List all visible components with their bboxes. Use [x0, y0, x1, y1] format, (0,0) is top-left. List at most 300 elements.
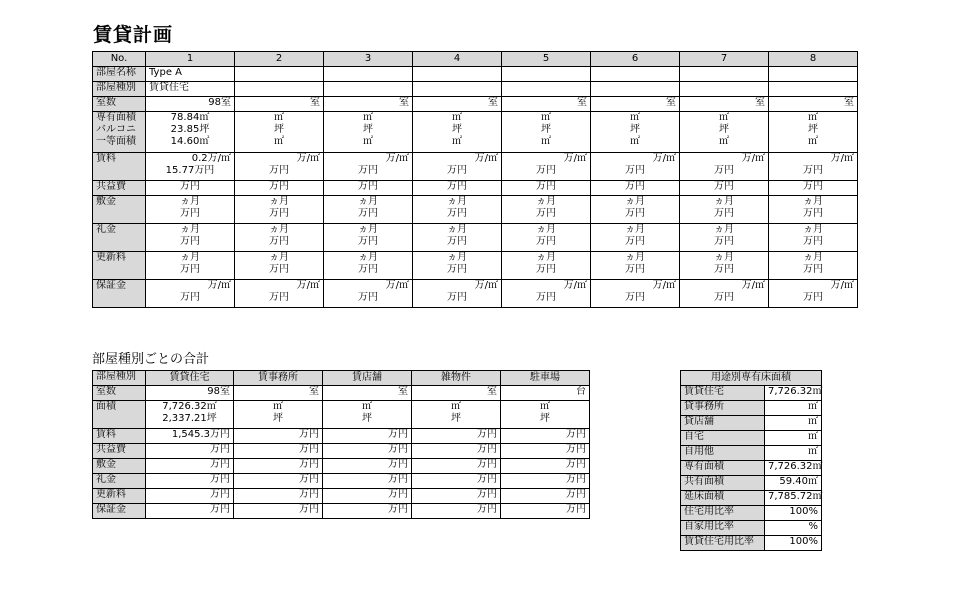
unit-label: ㎡ [808, 431, 818, 442]
summary-area-row [93, 401, 590, 429]
rent-cell[interactable] [680, 153, 769, 181]
room-type-cell[interactable]: 賃貸住宅 [146, 82, 235, 97]
rent-cell[interactable] [324, 153, 413, 181]
renewal-fee-cell[interactable] [413, 252, 502, 280]
count-value: 98 [207, 386, 220, 397]
usage-area-table [680, 370, 822, 551]
renewal-fee-cell[interactable] [146, 252, 235, 280]
cell-line [416, 252, 498, 264]
unit-label: 万円 [269, 208, 289, 219]
deposit-cell[interactable] [591, 196, 680, 224]
key-money-cell[interactable] [502, 224, 591, 252]
summary-renewal-cell[interactable] [501, 489, 590, 504]
cell-line [237, 401, 319, 413]
area-cell[interactable] [324, 112, 413, 153]
summary-header-row [93, 371, 590, 386]
summary-common-cell[interactable] [412, 444, 501, 459]
unit-label: 万円 [566, 489, 586, 500]
cell-line [504, 444, 586, 456]
summary-guarantee-cell[interactable] [146, 504, 234, 519]
cell-line [326, 444, 408, 456]
summary-renewal-cell[interactable] [323, 489, 412, 504]
unit-label: ㎡ [808, 416, 818, 427]
summary-count-cell[interactable] [501, 386, 590, 401]
room-name-cell[interactable]: Type A [146, 67, 235, 82]
cell-line [683, 236, 765, 248]
unit-label: 万円 [803, 165, 823, 176]
area-cell[interactable] [413, 112, 502, 153]
summary-area-cell[interactable] [412, 401, 501, 429]
usage-row [681, 431, 822, 446]
usage-heading: 用途別専有床面積 [681, 371, 822, 386]
room-count-cell[interactable] [769, 97, 858, 112]
summary-guarantee-row [93, 504, 590, 519]
summary-renewal-cell[interactable] [234, 489, 323, 504]
guarantee-cell[interactable] [146, 280, 235, 308]
unit-label: 万/㎡ [385, 153, 409, 164]
summary-guarantee-cell[interactable] [234, 504, 323, 519]
cell-line [415, 459, 497, 471]
unit-label: 万円 [180, 208, 200, 219]
summary-common-cell[interactable] [323, 444, 412, 459]
cell-line [505, 124, 587, 136]
unit-label: ヵ月 [536, 224, 556, 235]
unit-label: 万円 [388, 489, 408, 500]
usage-value-cell[interactable] [765, 476, 822, 491]
summary-renewal-row [93, 489, 590, 504]
cell-line [772, 264, 854, 276]
area-cell[interactable] [680, 112, 769, 153]
key-money-cell[interactable] [591, 224, 680, 252]
cell-line [326, 489, 408, 501]
unit-label: 万円 [180, 292, 200, 303]
usage-value-cell[interactable] [765, 446, 822, 461]
unit-label: 坪 [274, 124, 284, 135]
unit-label: ヵ月 [714, 196, 734, 207]
summary-type-header: 雑物件 [412, 371, 501, 386]
unit-label: 万/㎡ [474, 280, 498, 291]
summary-rent-cell[interactable] [501, 429, 590, 444]
key-money-cell[interactable] [146, 224, 235, 252]
cell-line [768, 536, 818, 548]
cell-line [505, 181, 587, 193]
unit-label: ㎡ [362, 401, 372, 412]
room-count-row [93, 97, 858, 112]
common-fee-cell[interactable] [680, 181, 769, 196]
renewal-fee-cell[interactable] [235, 252, 324, 280]
summary-count-cell[interactable] [412, 386, 501, 401]
rent-cell[interactable] [769, 153, 858, 181]
row-label-room-name: 部屋名称 [93, 67, 146, 82]
usage-label: 自用他 [681, 446, 765, 461]
renewal-fee-cell[interactable] [324, 252, 413, 280]
usage-header-row [681, 371, 822, 386]
unit-label: 万円 [625, 165, 645, 176]
deposit-cell[interactable] [413, 196, 502, 224]
area-cell[interactable] [235, 112, 324, 153]
unit-label: 万円 [625, 236, 645, 247]
rent-cell[interactable] [235, 153, 324, 181]
unit-label: 万/㎡ [296, 280, 320, 291]
cell-line [149, 136, 231, 148]
unit-label: % [808, 506, 818, 517]
summary-key-money-cell[interactable] [323, 474, 412, 489]
area-cell[interactable] [502, 112, 591, 153]
room-count-cell[interactable] [324, 97, 413, 112]
cell-line [772, 112, 854, 124]
guarantee-cell[interactable] [502, 280, 591, 308]
room-count-cell[interactable] [146, 97, 235, 112]
room-count-cell[interactable] [680, 97, 769, 112]
usage-row [681, 401, 822, 416]
summary-guarantee-cell[interactable] [323, 504, 412, 519]
guarantee-cell[interactable] [769, 280, 858, 308]
guarantee-cell[interactable] [680, 280, 769, 308]
cell-line [768, 386, 823, 398]
summary-guarantee-cell[interactable] [412, 504, 501, 519]
unit-label: 万円 [714, 165, 734, 176]
summary-rent-cell[interactable] [412, 429, 501, 444]
unit-label: ヵ月 [714, 224, 734, 235]
cell-line [327, 224, 409, 236]
unit-label: 室 [487, 386, 497, 397]
deposit-cell[interactable] [769, 196, 858, 224]
ratio-value-cell[interactable] [765, 521, 822, 536]
summary-key-money-cell[interactable] [146, 474, 234, 489]
common-fee-cell[interactable] [591, 181, 680, 196]
unit-label: ㎡ [363, 136, 373, 147]
room-type-cell[interactable] [680, 82, 769, 97]
room-count-cell[interactable] [502, 97, 591, 112]
summary-label-guarantee: 保証金 [93, 504, 146, 519]
cell-line [149, 444, 230, 456]
unit-label: 万円 [269, 236, 289, 247]
area-cell[interactable] [146, 112, 235, 153]
rent-cell[interactable] [413, 153, 502, 181]
common-fee-cell[interactable] [502, 181, 591, 196]
ratio-label: 自家用比率 [681, 521, 765, 536]
summary-count-cell[interactable] [146, 386, 234, 401]
unit-label: 万円 [269, 292, 289, 303]
usage-value-cell[interactable] [765, 401, 822, 416]
cell-line [768, 521, 818, 533]
room-count-cell[interactable] [591, 97, 680, 112]
summary-rent-cell[interactable] [234, 429, 323, 444]
cell-line [594, 112, 676, 124]
cell-line [416, 124, 498, 136]
cell-line [237, 489, 319, 501]
key-money-cell[interactable] [235, 224, 324, 252]
guarantee-cell[interactable] [235, 280, 324, 308]
cell-line [327, 97, 409, 109]
area-cell[interactable] [769, 112, 858, 153]
cell-line [768, 416, 818, 428]
cell-line [416, 280, 498, 292]
cell-line [415, 444, 497, 456]
common-fee-cell[interactable] [235, 181, 324, 196]
cell-line [149, 401, 230, 413]
cell-line [683, 153, 765, 165]
summary-renewal-cell[interactable] [412, 489, 501, 504]
cell-line [149, 264, 231, 276]
rent-total-value: 15.77 [165, 165, 195, 176]
common-fee-cell[interactable] [324, 181, 413, 196]
cell-line [327, 292, 409, 304]
deposit-cell[interactable] [146, 196, 235, 224]
common-fee-row [93, 181, 858, 196]
usage-value-cell[interactable] [765, 416, 822, 431]
summary-guarantee-cell[interactable] [501, 504, 590, 519]
area-value: 78.84 [170, 112, 200, 123]
unit-label: 万円 [447, 264, 467, 275]
guarantee-cell[interactable] [591, 280, 680, 308]
unit-label: ヵ月 [625, 196, 645, 207]
guarantee-cell[interactable] [324, 280, 413, 308]
cell-line [238, 136, 320, 148]
room-type-cell[interactable] [769, 82, 858, 97]
guarantee-cell[interactable] [413, 280, 502, 308]
unit-label: 万円 [447, 208, 467, 219]
unit-label: 万円 [536, 264, 556, 275]
room-type-row [93, 82, 858, 97]
unit-label: 万円 [210, 444, 230, 455]
summary-rent-cell[interactable] [323, 429, 412, 444]
room-name-cell[interactable] [680, 67, 769, 82]
unit-label: 万円 [269, 181, 289, 192]
cell-line [768, 506, 818, 518]
usage-value-cell[interactable] [765, 491, 822, 506]
cell-line [238, 97, 320, 109]
room-count-cell[interactable] [413, 97, 502, 112]
unit-label: 万/㎡ [385, 280, 409, 291]
summary-deposit-row [93, 459, 590, 474]
room-type-cell[interactable] [324, 82, 413, 97]
deposit-cell[interactable] [680, 196, 769, 224]
area-row [93, 112, 858, 153]
summary-deposit-cell[interactable] [412, 459, 501, 474]
cell-line [768, 446, 818, 458]
unit-label: 万/㎡ [652, 153, 676, 164]
cell-line [594, 280, 676, 292]
renewal-fee-cell[interactable] [502, 252, 591, 280]
cell-line [505, 208, 587, 220]
usage-value: 7,726.32 [768, 461, 813, 472]
unit-label: 万/㎡ [207, 153, 231, 164]
unit-label: 室 [844, 97, 854, 108]
renewal-fee-cell[interactable] [591, 252, 680, 280]
usage-row [681, 416, 822, 431]
room-type-cell[interactable] [502, 82, 591, 97]
summary-type-header: 駐車場 [501, 371, 590, 386]
room-name-row [93, 67, 858, 82]
usage-label: 共有面積 [681, 476, 765, 491]
unit-label: ㎡ [808, 446, 818, 457]
unit-label: ㎡ [540, 401, 550, 412]
summary-deposit-cell[interactable] [501, 459, 590, 474]
unit-label: 万/㎡ [563, 280, 587, 291]
area-cell[interactable] [591, 112, 680, 153]
unit-label: 万円 [447, 165, 467, 176]
unit-label: 万円 [536, 208, 556, 219]
unit-label: ヵ月 [803, 196, 823, 207]
unit-label: 万円 [477, 459, 497, 470]
unit-label: ㎡ [199, 136, 210, 147]
summary-area-cell[interactable] [323, 401, 412, 429]
summary-deposit-cell[interactable] [146, 459, 234, 474]
cell-line [238, 280, 320, 292]
summary-rent-cell[interactable] [146, 429, 234, 444]
cell-line [415, 474, 497, 486]
summary-count-cell[interactable] [234, 386, 323, 401]
cell-line [327, 136, 409, 148]
unit-label: 万円 [566, 459, 586, 470]
row-label-guarantee: 保証金 [93, 280, 146, 308]
cell-line [772, 252, 854, 264]
unit-label: 万円 [358, 236, 378, 247]
usage-row [681, 446, 822, 461]
common-fee-cell[interactable] [413, 181, 502, 196]
cell-line [326, 474, 408, 486]
room-name-cell[interactable] [591, 67, 680, 82]
summary-count-row [93, 386, 590, 401]
rent-cell[interactable] [502, 153, 591, 181]
summary-common-cell[interactable] [146, 444, 234, 459]
cell-line [505, 112, 587, 124]
cell-line [149, 489, 230, 501]
cell-line [505, 224, 587, 236]
unit-label: 万円 [536, 181, 556, 192]
cell-line [594, 196, 676, 208]
room-type-cell[interactable] [591, 82, 680, 97]
deposit-cell[interactable] [502, 196, 591, 224]
deposit-row [93, 196, 858, 224]
unit-label: 万円 [447, 292, 467, 303]
renewal-fee-cell[interactable] [680, 252, 769, 280]
rent-cell[interactable] [146, 153, 235, 181]
common-fee-cell[interactable] [769, 181, 858, 196]
unit-label: 室 [221, 97, 231, 108]
key-money-cell[interactable] [413, 224, 502, 252]
summary-label-key-money: 礼金 [93, 474, 146, 489]
ratio-value-cell[interactable] [765, 536, 822, 551]
cell-line [683, 181, 765, 193]
ratio-row [681, 536, 822, 551]
unit-label: ㎡ [541, 136, 551, 147]
header-row [93, 52, 858, 67]
unit-label: ㎡ [274, 136, 284, 147]
unit-label: 万円 [477, 474, 497, 485]
ratio-value-cell[interactable] [765, 506, 822, 521]
column-header-3: 3 [324, 52, 413, 67]
summary-count-cell[interactable] [323, 386, 412, 401]
summary-area-cell[interactable] [501, 401, 590, 429]
unit-label: ヵ月 [803, 252, 823, 263]
unit-label: 万円 [388, 429, 408, 440]
renewal-fee-cell[interactable] [769, 252, 858, 280]
cell-line [416, 292, 498, 304]
cell-line [505, 236, 587, 248]
unit-label: % [808, 536, 818, 547]
cell-line [149, 252, 231, 264]
unit-label: ㎡ [452, 112, 462, 123]
cell-line [683, 280, 765, 292]
cell-line [505, 196, 587, 208]
usage-value-cell[interactable] [765, 431, 822, 446]
usage-value-cell[interactable] [765, 386, 822, 401]
deposit-cell[interactable] [324, 196, 413, 224]
summary-renewal-cell[interactable] [146, 489, 234, 504]
unit-label: 万円 [536, 165, 556, 176]
room-name-cell[interactable] [413, 67, 502, 82]
room-name-cell[interactable] [502, 67, 591, 82]
unit-label: 坪 [452, 124, 462, 135]
unit-label: 万円 [358, 292, 378, 303]
key-money-cell[interactable] [769, 224, 858, 252]
usage-value-cell[interactable] [765, 461, 822, 476]
cell-line [326, 429, 408, 441]
cell-line [768, 476, 818, 488]
room-type-cell[interactable] [235, 82, 324, 97]
unit-label: 万/㎡ [830, 153, 854, 164]
cell-line [505, 97, 587, 109]
room-name-cell[interactable] [324, 67, 413, 82]
unit-label: ヵ月 [269, 252, 289, 263]
unit-label: ヵ月 [536, 196, 556, 207]
unit-label: % [808, 521, 818, 532]
room-name-cell[interactable] [769, 67, 858, 82]
cell-line [772, 181, 854, 193]
summary-key-money-cell[interactable] [234, 474, 323, 489]
unit-label: 坪 [206, 413, 217, 424]
cell-line [683, 112, 765, 124]
summary-common-cell[interactable] [234, 444, 323, 459]
summary-common-cell[interactable] [501, 444, 590, 459]
summary-area-cell[interactable] [234, 401, 323, 429]
key-money-cell[interactable] [324, 224, 413, 252]
cell-line [594, 208, 676, 220]
cell-line [772, 153, 854, 165]
cell-line [683, 196, 765, 208]
cell-line [326, 386, 408, 398]
rent-cell[interactable] [591, 153, 680, 181]
summary-key-money-cell[interactable] [501, 474, 590, 489]
common-fee-cell[interactable] [146, 181, 235, 196]
unit-label: 万円 [625, 264, 645, 275]
key-money-cell[interactable] [680, 224, 769, 252]
room-count-cell[interactable] [235, 97, 324, 112]
unit-label: 坪 [540, 413, 550, 424]
cell-line [96, 136, 142, 148]
summary-area-cell[interactable] [146, 401, 234, 429]
unit-label: 万円 [566, 474, 586, 485]
unit-label: 万円 [566, 444, 586, 455]
summary-key-money-cell[interactable] [412, 474, 501, 489]
cell-line [683, 124, 765, 136]
cell-line [149, 292, 231, 304]
cell-line [505, 153, 587, 165]
deposit-cell[interactable] [235, 196, 324, 224]
unit-label: ヵ月 [625, 224, 645, 235]
cell-line [505, 136, 587, 148]
unit-label: 万円 [477, 444, 497, 455]
room-name-cell[interactable] [235, 67, 324, 82]
unit-label: ヵ月 [269, 196, 289, 207]
room-type-cell[interactable] [413, 82, 502, 97]
summary-deposit-cell[interactable] [323, 459, 412, 474]
summary-label-area: 面積 [93, 401, 146, 429]
cell-line [415, 489, 497, 501]
summary-deposit-cell[interactable] [234, 459, 323, 474]
